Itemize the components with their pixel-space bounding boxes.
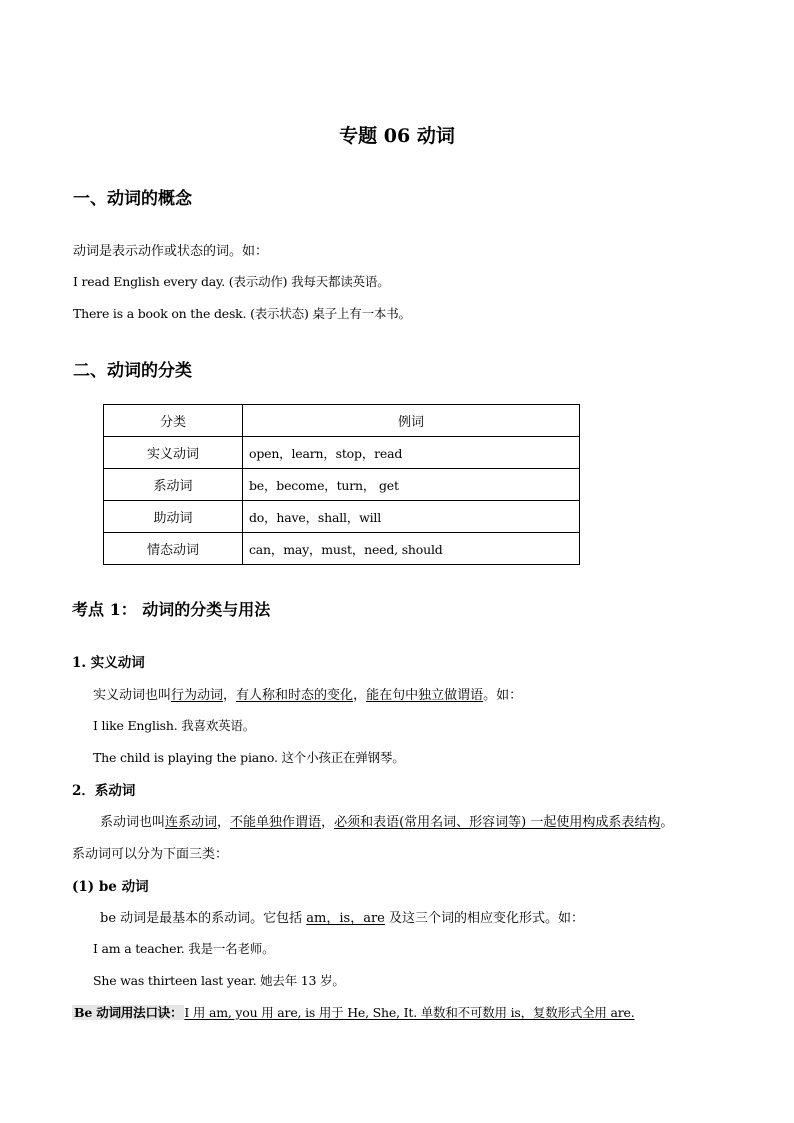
linking-verbs-categories-intro: 系动词可以分为下面三类： [72, 847, 229, 862]
table-row [104, 469, 580, 501]
table-cell-examples: be，become，turn， get [243, 469, 580, 501]
underlined-term: 必须和表语(常用名词、形容词等) 一起使用构成系表结构 [334, 815, 661, 830]
text-run: 。 [660, 815, 674, 830]
text-run: 。如： [483, 688, 523, 703]
table-row [104, 501, 580, 533]
linking-verbs-definition [100, 811, 673, 830]
subsection-heading-notional-verbs: 1. 实义动词 [72, 655, 145, 671]
table-row [104, 533, 580, 565]
text-run: ， [353, 688, 367, 703]
text-run: 实义动词也叫 [93, 688, 172, 703]
kaodian-heading: 考点 1： 动词的分类与用法 [72, 600, 271, 619]
mnemonic-label: Be 动词用法口诀： [74, 1005, 183, 1020]
table-cell-category: 系动词 [104, 469, 243, 501]
text-run: 及这三个词的相应变化形式。如： [384, 911, 584, 926]
table-cell-category: 助动词 [104, 501, 243, 533]
be-verb-example-2: She was thirteen last year. 她去年 13 岁。 [93, 973, 345, 988]
section-heading-concept: 一、动词的概念 [73, 189, 192, 209]
underlined-term: 连系动词 [165, 815, 218, 830]
table-cell-category: 实义动词 [104, 437, 243, 469]
subsection-heading-linking-verbs: 2．系动词 [72, 783, 136, 799]
underlined-term: 能在句中独立做谓语 [366, 688, 484, 703]
table-cell-examples: do，have，shall，will [243, 501, 580, 533]
section-heading-classification: 二、动词的分类 [73, 361, 192, 381]
be-verb-definition [100, 907, 584, 926]
notional-verbs-example-2: The child is playing the piano. 这个小孩正在弹钢琴。 [93, 750, 405, 765]
table-cell-examples: can，may，must，need, should [243, 533, 580, 565]
text-run: ， [217, 815, 231, 830]
concept-intro: 动词是表示动作或状态的词。如： [73, 244, 269, 259]
underlined-term: 不能单独作谓语 [230, 815, 322, 830]
underlined-term: 行为动词 [171, 688, 224, 703]
table-cell-category: 情态动词 [104, 533, 243, 565]
text-run: 系动词也叫 [100, 815, 166, 830]
table-cell-examples: open，learn，stop，read [243, 437, 580, 469]
text-run: ， [223, 688, 237, 703]
text-run: be 动词是最基本的系动词。它包括 [100, 911, 307, 926]
verb-classification-table [103, 404, 580, 565]
be-verb-mnemonic [72, 1003, 635, 1021]
be-verb-example-1: I am a teacher. 我是一名老师。 [93, 941, 275, 956]
page-title: 专题 06 动词 [339, 125, 455, 147]
table-row [104, 437, 580, 469]
notional-verbs-definition [93, 684, 522, 703]
table-header-category: 分类 [104, 405, 243, 437]
notional-verbs-example-1: I like English. 我喜欢英语。 [93, 718, 256, 733]
be-verb-subheading: (1) be 动词 [72, 879, 149, 895]
text-run: ， [321, 815, 335, 830]
underlined-term: 有人称和时态的变化 [236, 688, 354, 703]
table-header-row [104, 405, 580, 437]
concept-example-action: I read English every day. (表示动作) 我每天都读英语。 [73, 274, 390, 289]
table-header-examples: 例词 [243, 405, 580, 437]
underlined-term: am，is，are [306, 911, 385, 926]
concept-example-state: There is a book on the desk. (表示状态) 桌子上有一本书。 [73, 306, 411, 321]
mnemonic-text: I 用 am, you 用 are, is 用于 He, She, It. 单数和不可数用 is，复数形式全用 are. [184, 1005, 635, 1020]
